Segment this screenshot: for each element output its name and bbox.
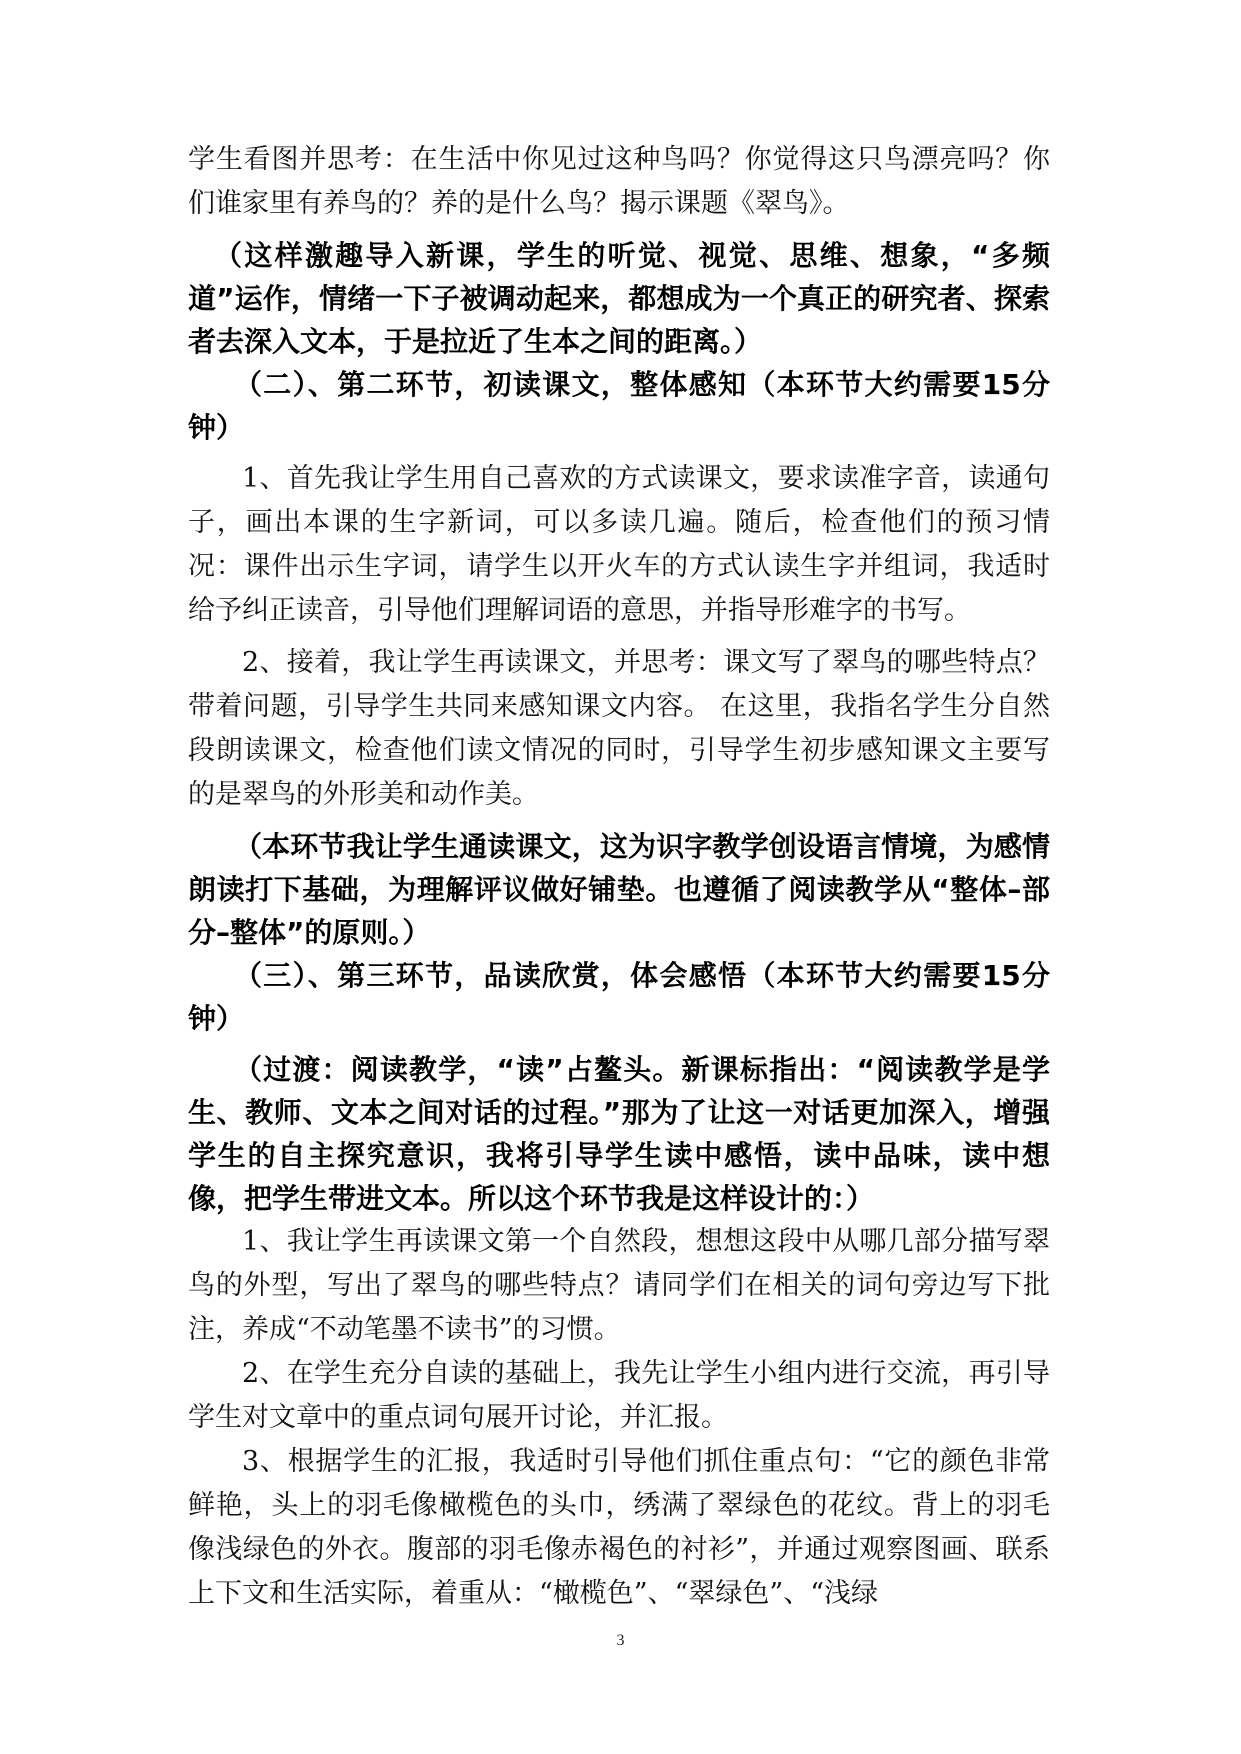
paragraph-step-3-2: 2、在学生充分自读的基础上，我先让学生小组内进行交流，再引导学生对文章中的重点词句展开讨论，并汇报。 — [188, 1358, 1050, 1433]
paragraph-transition: （过渡：阅读教学，“读”占鳌头。新课标指出：“阅读教学是学生、教师、文本之间对话的过程。”那为了让这一对话更加深入，增强学生的自主探究意识，我将引导学生读中感悟，读中品味，读中想像，把学生带进文本。所以这个环节我是这样设计的：） — [188, 1053, 1050, 1215]
section-heading-2: （二）、第二环节，初读课文，整体感知（本环节大约需要15分钟） — [188, 368, 1050, 444]
body-text — [188, 138, 1050, 1616]
page-number: 3 — [616, 1632, 625, 1649]
paragraph-commentary-intro: （这样激趣导入新课，学生的听觉、视觉、思维、想象，“多频道”运作，情绪一下子被调动起来，都想成为一个真正的研究者、探索者去深入文本，于是拉近了生本之间的距离。） — [188, 239, 1050, 358]
paragraph-step-3-3: 3、根据学生的汇报，我适时引导他们抓住重点句：“它的颜色非常鲜艳，头上的羽毛像橄榄色的头巾，绣满了翠绿色的花纹。背上的羽毛像浅绿色的外衣。腹部的羽毛像赤褐色的衬衫”，并通过观察图画、联系上下文和生活实际，着重从：“橄榄色”、“翠绿色”、“浅绿 — [188, 1446, 1050, 1609]
paragraph-step-2: 2、接着，我让学生再读课文，并思考：课文写了翠鸟的哪些特点？带着问题，引导学生共同来感知课文内容。 在这里，我指名学生分自然段朗读课文，检查他们读文情况的同时，引导学生初步感知课文主要写的是翠鸟的外形美和动作美。 — [188, 647, 1050, 810]
section-heading-3: （三）、第三环节，品读欣赏，体会感悟（本环节大约需要15分钟） — [188, 959, 1050, 1035]
paragraph-step-1: 1、首先我让学生用自己喜欢的方式读课文，要求读准字音，读通句子，画出本课的生字新词，可以多读几遍。随后，检查他们的预习情况：课件出示生字词，请学生以开火车的方式认读生字并组词，我适时给予纠正读音，引导他们理解词语的意思，并指导形难字的书写。 — [188, 463, 1050, 626]
paragraph-intro-question: 学生看图并思考：在生活中你见过这种鸟吗？你觉得这只鸟漂亮吗？你们谁家里有养鸟的？养的是什么鸟？揭示课题《翠鸟》。 — [188, 144, 1050, 219]
paragraph-step-3-1: 1、我让学生再读课文第一个自然段，想想这段中从哪几部分描写翠鸟的外型，写出了翠鸟的哪些特点？请同学们在相关的词句旁边写下批注，养成“不动笔墨不读书”的习惯。 — [188, 1226, 1050, 1345]
paragraph-commentary-reading: （本环节我让学生通读课文，这为识字教学创设语言情境，为感情朗读打下基础，为理解评议做好铺垫。也遵循了阅读教学从“整体–部分–整体”的原则。） — [188, 830, 1050, 949]
